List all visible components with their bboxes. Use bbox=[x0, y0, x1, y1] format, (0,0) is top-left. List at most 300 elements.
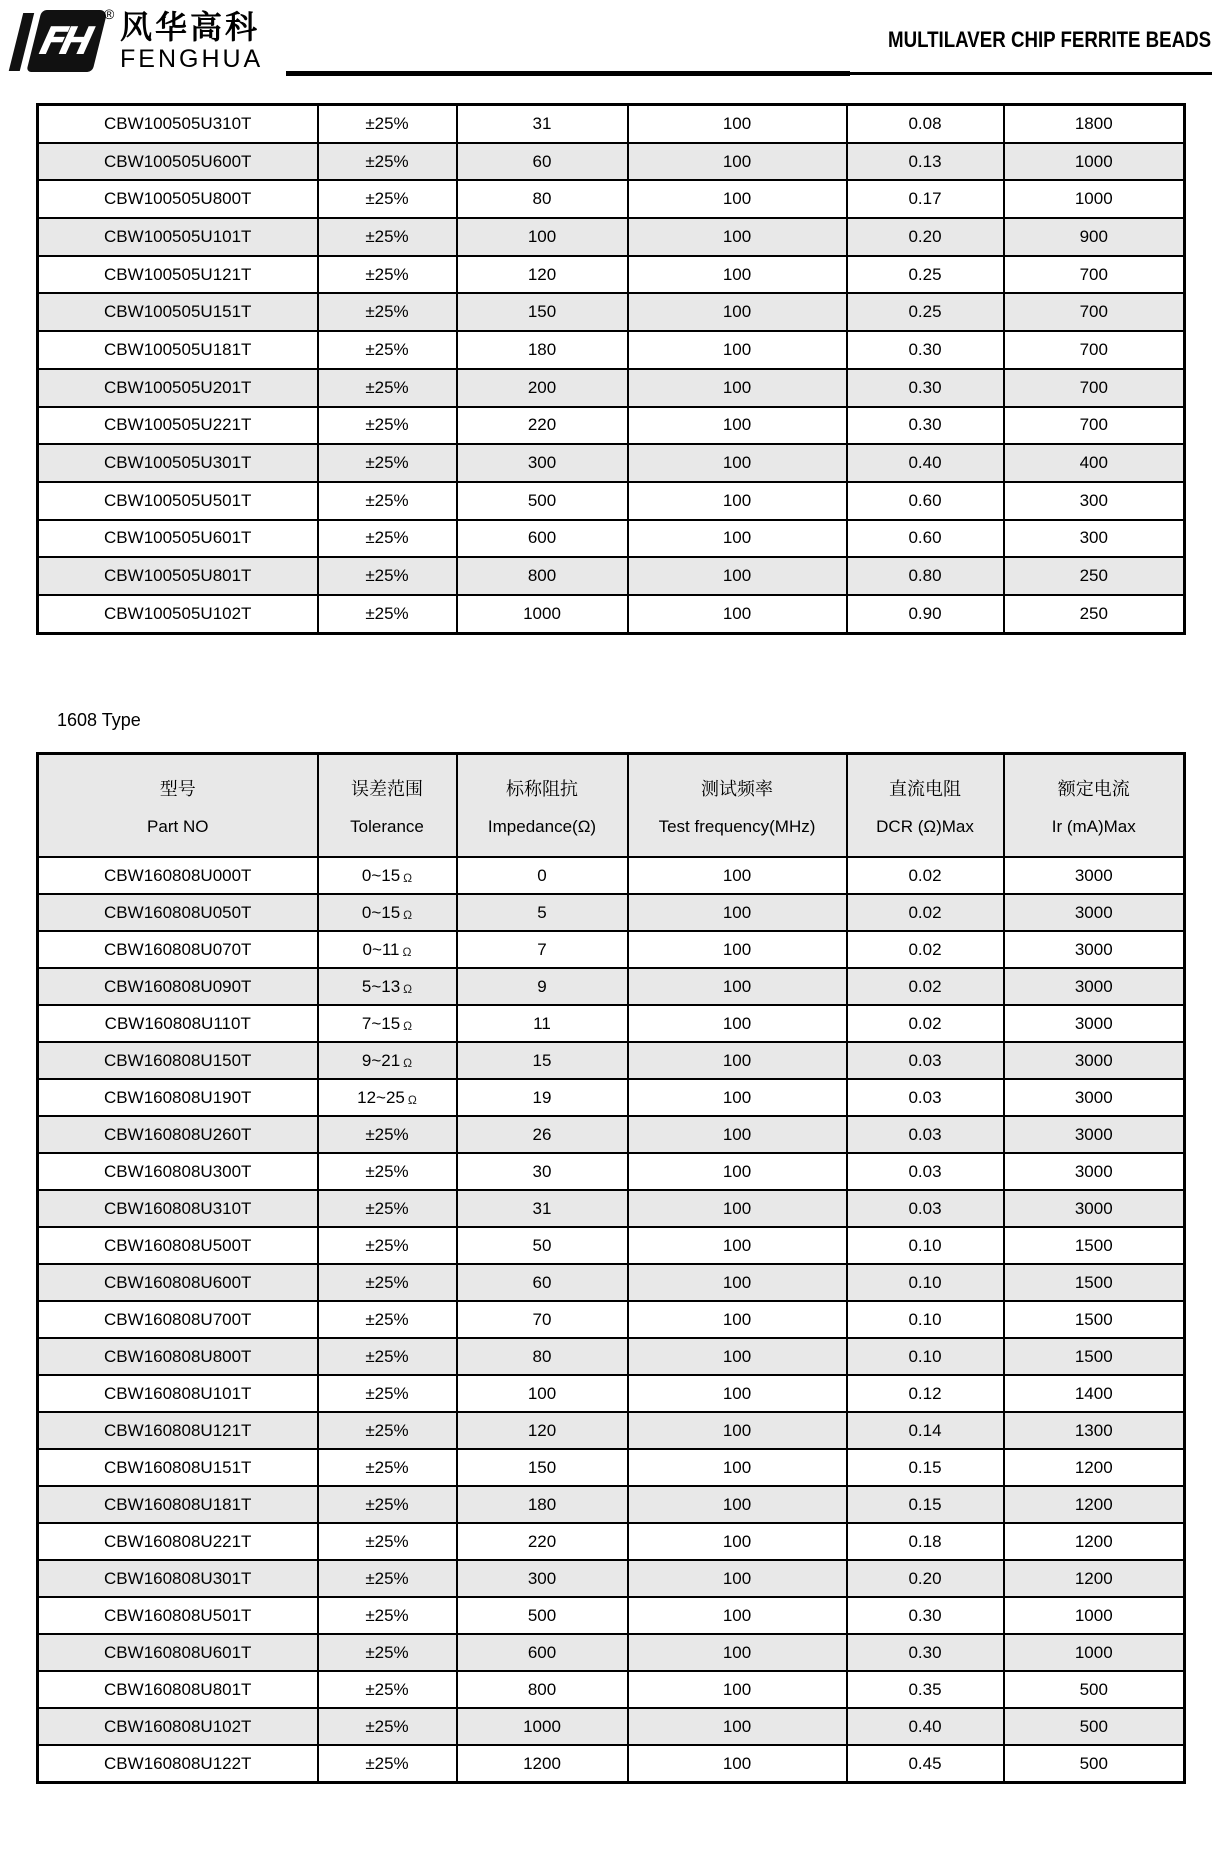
rated-current-cell: 3000 bbox=[1004, 857, 1185, 894]
tolerance-cell: ±25% bbox=[318, 1153, 457, 1190]
rated-current-cell: 300 bbox=[1004, 482, 1185, 520]
logo-mark-letters: FH bbox=[35, 19, 93, 63]
dcr-cell: 0.30 bbox=[847, 1597, 1004, 1634]
frequency-cell: 100 bbox=[628, 595, 847, 633]
frequency-cell: 100 bbox=[628, 1597, 847, 1634]
part-no-cell: CBW160808U800T bbox=[38, 1338, 318, 1375]
impedance-cell: 15 bbox=[457, 1042, 628, 1079]
frequency-cell: 100 bbox=[628, 968, 847, 1005]
rated-current-cell: 3000 bbox=[1004, 968, 1185, 1005]
part-no-cell: CBW100505U800T bbox=[38, 180, 318, 218]
rated-current-cell: 1800 bbox=[1004, 105, 1185, 143]
column-header-4 bbox=[847, 754, 1004, 858]
frequency-cell: 100 bbox=[628, 180, 847, 218]
frequency-cell: 100 bbox=[628, 482, 847, 520]
dcr-cell: 0.02 bbox=[847, 857, 1004, 894]
table-row bbox=[38, 1634, 1185, 1671]
tolerance-cell: ±25% bbox=[318, 369, 457, 407]
dcr-cell: 0.17 bbox=[847, 180, 1004, 218]
part-no-cell: CBW160808U300T bbox=[38, 1153, 318, 1190]
column-header-en: Part NO bbox=[147, 816, 209, 836]
part-no-cell: CBW160808U110T bbox=[38, 1005, 318, 1042]
column-header-5 bbox=[1004, 754, 1185, 858]
frequency-cell: 100 bbox=[628, 1412, 847, 1449]
frequency-cell: 100 bbox=[628, 1227, 847, 1264]
rated-current-cell: 1000 bbox=[1004, 1597, 1185, 1634]
header-rule-thin bbox=[850, 72, 1212, 75]
dcr-cell: 0.90 bbox=[847, 595, 1004, 633]
table-row bbox=[38, 256, 1185, 294]
rated-current-cell: 250 bbox=[1004, 595, 1185, 633]
column-header-cn: 测试频率 bbox=[701, 778, 773, 799]
dcr-cell: 0.12 bbox=[847, 1375, 1004, 1412]
tolerance-cell: ±25% bbox=[318, 1227, 457, 1264]
ohm-unit: Ω bbox=[403, 1055, 413, 1070]
tolerance-cell: ±25% bbox=[318, 595, 457, 633]
tolerance-cell: 12~25 Ω bbox=[318, 1079, 457, 1116]
impedance-cell: 7 bbox=[457, 931, 628, 968]
impedance-cell: 220 bbox=[457, 1523, 628, 1560]
tolerance-cell: 0~11 Ω bbox=[318, 931, 457, 968]
frequency-cell: 100 bbox=[628, 557, 847, 595]
tolerance-cell: ±25% bbox=[318, 1375, 457, 1412]
section-label-1608-type: 1608 Type bbox=[57, 710, 141, 730]
dcr-cell: 0.15 bbox=[847, 1449, 1004, 1486]
tolerance-cell: ±25% bbox=[318, 1301, 457, 1338]
tolerance-cell: ±25% bbox=[318, 1745, 457, 1783]
dcr-cell: 0.03 bbox=[847, 1190, 1004, 1227]
frequency-cell: 100 bbox=[628, 1153, 847, 1190]
column-header-cn: 型号 bbox=[159, 778, 196, 799]
column-header-en: DCR (Ω)Max bbox=[876, 816, 974, 836]
table-row bbox=[38, 444, 1185, 482]
ohm-unit: Ω bbox=[402, 944, 412, 959]
tolerance-cell: ±25% bbox=[318, 143, 457, 181]
part-no-cell: CBW100505U201T bbox=[38, 369, 318, 407]
part-no-cell: CBW160808U221T bbox=[38, 1523, 318, 1560]
rated-current-cell: 1500 bbox=[1004, 1301, 1185, 1338]
rated-current-cell: 500 bbox=[1004, 1708, 1185, 1745]
tolerance-cell: ±25% bbox=[318, 557, 457, 595]
tolerance-cell: ±25% bbox=[318, 1560, 457, 1597]
table-row bbox=[38, 1190, 1185, 1227]
tolerance-cell: 5~13 Ω bbox=[318, 968, 457, 1005]
tolerance-cell: ±25% bbox=[318, 1671, 457, 1708]
rated-current-cell: 700 bbox=[1004, 331, 1185, 369]
impedance-cell: 60 bbox=[457, 1264, 628, 1301]
rated-current-cell: 250 bbox=[1004, 557, 1185, 595]
table-row bbox=[38, 968, 1185, 1005]
header-rule-thick bbox=[286, 71, 850, 76]
part-no-cell: CBW160808U181T bbox=[38, 1486, 318, 1523]
dcr-cell: 0.30 bbox=[847, 407, 1004, 445]
column-header-en: Ir (mA)Max bbox=[1051, 816, 1136, 836]
impedance-cell: 50 bbox=[457, 1227, 628, 1264]
impedance-cell: 500 bbox=[457, 482, 628, 520]
part-no-cell: CBW160808U070T bbox=[38, 931, 318, 968]
rated-current-cell: 3000 bbox=[1004, 1042, 1185, 1079]
part-no-cell: CBW160808U301T bbox=[38, 1560, 318, 1597]
column-header-0 bbox=[38, 754, 318, 858]
tolerance-cell: 7~15 Ω bbox=[318, 1005, 457, 1042]
frequency-cell: 100 bbox=[628, 1116, 847, 1153]
dcr-cell: 0.40 bbox=[847, 1708, 1004, 1745]
dcr-cell: 0.15 bbox=[847, 1486, 1004, 1523]
impedance-cell: 220 bbox=[457, 407, 628, 445]
tolerance-cell: ±25% bbox=[318, 444, 457, 482]
impedance-cell: 31 bbox=[457, 105, 628, 143]
part-no-cell: CBW160808U050T bbox=[38, 894, 318, 931]
table-row bbox=[38, 143, 1185, 181]
part-no-cell: CBW160808U150T bbox=[38, 1042, 318, 1079]
rated-current-cell: 3000 bbox=[1004, 1190, 1185, 1227]
frequency-cell: 100 bbox=[628, 1486, 847, 1523]
dcr-cell: 0.13 bbox=[847, 143, 1004, 181]
frequency-cell: 100 bbox=[628, 256, 847, 294]
dcr-cell: 0.14 bbox=[847, 1412, 1004, 1449]
tolerance-cell: ±25% bbox=[318, 1190, 457, 1227]
table-row bbox=[38, 1671, 1185, 1708]
frequency-cell: 100 bbox=[628, 1079, 847, 1116]
part-no-cell: CBW100505U310T bbox=[38, 105, 318, 143]
column-header-cn: 误差范围 bbox=[351, 778, 423, 799]
tolerance-cell: ±25% bbox=[318, 331, 457, 369]
dcr-cell: 0.08 bbox=[847, 105, 1004, 143]
part-no-cell: CBW160808U501T bbox=[38, 1597, 318, 1634]
dcr-cell: 0.35 bbox=[847, 1671, 1004, 1708]
dcr-cell: 0.18 bbox=[847, 1523, 1004, 1560]
dcr-cell: 0.30 bbox=[847, 331, 1004, 369]
part-no-cell: CBW100505U221T bbox=[38, 407, 318, 445]
impedance-cell: 9 bbox=[457, 968, 628, 1005]
impedance-cell: 1000 bbox=[457, 1708, 628, 1745]
tolerance-cell: ±25% bbox=[318, 105, 457, 143]
ohm-unit: Ω bbox=[403, 907, 413, 922]
part-no-cell: CBW160808U102T bbox=[38, 1708, 318, 1745]
part-no-cell: CBW160808U151T bbox=[38, 1449, 318, 1486]
rated-current-cell: 700 bbox=[1004, 293, 1185, 331]
rated-current-cell: 1500 bbox=[1004, 1264, 1185, 1301]
column-header-cn: 额定电流 bbox=[1057, 778, 1130, 799]
rated-current-cell: 700 bbox=[1004, 407, 1185, 445]
tolerance-cell: ±25% bbox=[318, 1634, 457, 1671]
table-row bbox=[38, 331, 1185, 369]
part-no-cell: CBW100505U181T bbox=[38, 331, 318, 369]
table-row bbox=[38, 1227, 1185, 1264]
column-header-2 bbox=[457, 754, 628, 858]
page-title: MULTILAVER CHIP FERRITE BEADS bbox=[887, 27, 1211, 52]
part-no-cell: CBW100505U121T bbox=[38, 256, 318, 294]
brand-name-english: FENGHUA bbox=[120, 45, 264, 73]
tolerance-cell: ±25% bbox=[318, 218, 457, 256]
part-no-cell: CBW160808U500T bbox=[38, 1227, 318, 1264]
table-row bbox=[38, 1708, 1185, 1745]
part-no-cell: CBW160808U000T bbox=[38, 857, 318, 894]
frequency-cell: 100 bbox=[628, 1560, 847, 1597]
impedance-cell: 26 bbox=[457, 1116, 628, 1153]
frequency-cell: 100 bbox=[628, 369, 847, 407]
impedance-cell: 300 bbox=[457, 1560, 628, 1597]
frequency-cell: 100 bbox=[628, 1634, 847, 1671]
table-row bbox=[38, 1264, 1185, 1301]
tolerance-cell: 0~15 Ω bbox=[318, 894, 457, 931]
tolerance-cell: ±25% bbox=[318, 1338, 457, 1375]
impedance-cell: 300 bbox=[457, 444, 628, 482]
frequency-cell: 100 bbox=[628, 857, 847, 894]
dcr-cell: 0.03 bbox=[847, 1116, 1004, 1153]
frequency-cell: 100 bbox=[628, 1745, 847, 1783]
frequency-cell: 100 bbox=[628, 1708, 847, 1745]
tolerance-cell: 9~21 Ω bbox=[318, 1042, 457, 1079]
dcr-cell: 0.25 bbox=[847, 293, 1004, 331]
table-row bbox=[38, 1449, 1185, 1486]
brand-name-chinese: 风华高科 bbox=[120, 9, 261, 45]
ohm-unit: Ω bbox=[403, 1018, 413, 1033]
tolerance-cell: 0~15 Ω bbox=[318, 857, 457, 894]
tolerance-cell: ±25% bbox=[318, 482, 457, 520]
dcr-cell: 0.10 bbox=[847, 1301, 1004, 1338]
column-header-1 bbox=[318, 754, 457, 858]
column-header-3 bbox=[628, 754, 847, 858]
table-row bbox=[38, 1486, 1185, 1523]
dcr-cell: 0.02 bbox=[847, 894, 1004, 931]
dcr-cell: 0.20 bbox=[847, 218, 1004, 256]
part-no-cell: CBW160808U101T bbox=[38, 1375, 318, 1412]
frequency-cell: 100 bbox=[628, 1338, 847, 1375]
impedance-cell: 70 bbox=[457, 1301, 628, 1338]
tolerance-cell: ±25% bbox=[318, 256, 457, 294]
impedance-cell: 60 bbox=[457, 143, 628, 181]
rated-current-cell: 1200 bbox=[1004, 1449, 1185, 1486]
frequency-cell: 100 bbox=[628, 105, 847, 143]
table-row bbox=[38, 1301, 1185, 1338]
impedance-cell: 100 bbox=[457, 1375, 628, 1412]
rated-current-cell: 1400 bbox=[1004, 1375, 1185, 1412]
dcr-cell: 0.45 bbox=[847, 1745, 1004, 1783]
part-no-cell: CBW160808U122T bbox=[38, 1745, 318, 1783]
table-row bbox=[38, 1375, 1185, 1412]
column-header-en: Impedance(Ω) bbox=[487, 816, 597, 836]
tolerance-cell: ±25% bbox=[318, 1264, 457, 1301]
table-row bbox=[38, 1116, 1185, 1153]
tolerance-cell: ±25% bbox=[318, 1523, 457, 1560]
impedance-cell: 1200 bbox=[457, 1745, 628, 1783]
table-row bbox=[38, 1745, 1185, 1783]
table-row bbox=[38, 218, 1185, 256]
frequency-cell: 100 bbox=[628, 1190, 847, 1227]
table-row bbox=[38, 105, 1185, 143]
part-no-cell: CBW160808U601T bbox=[38, 1634, 318, 1671]
part-no-cell: CBW100505U600T bbox=[38, 143, 318, 181]
dcr-cell: 0.40 bbox=[847, 444, 1004, 482]
impedance-cell: 11 bbox=[457, 1005, 628, 1042]
impedance-cell: 30 bbox=[457, 1153, 628, 1190]
rated-current-cell: 1500 bbox=[1004, 1338, 1185, 1375]
part-no-cell: CBW100505U501T bbox=[38, 482, 318, 520]
impedance-cell: 800 bbox=[457, 1671, 628, 1708]
table-row bbox=[38, 931, 1185, 968]
impedance-cell: 120 bbox=[457, 1412, 628, 1449]
impedance-cell: 600 bbox=[457, 1634, 628, 1671]
impedance-cell: 0 bbox=[457, 857, 628, 894]
rated-current-cell: 1200 bbox=[1004, 1486, 1185, 1523]
frequency-cell: 100 bbox=[628, 1042, 847, 1079]
part-no-cell: CBW100505U102T bbox=[38, 595, 318, 633]
rated-current-cell: 3000 bbox=[1004, 894, 1185, 931]
part-no-cell: CBW160808U090T bbox=[38, 968, 318, 1005]
frequency-cell: 100 bbox=[628, 444, 847, 482]
table-header-row bbox=[38, 754, 1185, 858]
table-row bbox=[38, 1523, 1185, 1560]
table-row bbox=[38, 894, 1185, 931]
frequency-cell: 100 bbox=[628, 143, 847, 181]
impedance-cell: 800 bbox=[457, 557, 628, 595]
rated-current-cell: 1200 bbox=[1004, 1560, 1185, 1597]
table-row bbox=[38, 557, 1185, 595]
part-no-cell: CBW100505U101T bbox=[38, 218, 318, 256]
rated-current-cell: 3000 bbox=[1004, 1116, 1185, 1153]
rated-current-cell: 1000 bbox=[1004, 180, 1185, 218]
table-row bbox=[38, 1338, 1185, 1375]
table-row bbox=[38, 1412, 1185, 1449]
rated-current-cell: 3000 bbox=[1004, 931, 1185, 968]
dcr-cell: 0.60 bbox=[847, 520, 1004, 558]
column-header-en: Test frequency(MHz) bbox=[658, 816, 816, 836]
dcr-cell: 0.10 bbox=[847, 1264, 1004, 1301]
rated-current-cell: 1500 bbox=[1004, 1227, 1185, 1264]
tolerance-cell: ±25% bbox=[318, 1708, 457, 1745]
dcr-cell: 0.25 bbox=[847, 256, 1004, 294]
tolerance-cell: ±25% bbox=[318, 407, 457, 445]
impedance-cell: 500 bbox=[457, 1597, 628, 1634]
impedance-cell: 150 bbox=[457, 1449, 628, 1486]
impedance-cell: 600 bbox=[457, 520, 628, 558]
dcr-cell: 0.02 bbox=[847, 968, 1004, 1005]
ohm-unit: Ω bbox=[407, 1092, 417, 1107]
table-row bbox=[38, 595, 1185, 633]
table-row bbox=[38, 407, 1185, 445]
part-no-cell: CBW160808U801T bbox=[38, 1671, 318, 1708]
tolerance-cell: ±25% bbox=[318, 1486, 457, 1523]
rated-current-cell: 1000 bbox=[1004, 1634, 1185, 1671]
frequency-cell: 100 bbox=[628, 894, 847, 931]
rated-current-cell: 500 bbox=[1004, 1671, 1185, 1708]
rated-current-cell: 700 bbox=[1004, 256, 1185, 294]
impedance-cell: 180 bbox=[457, 331, 628, 369]
impedance-cell: 19 bbox=[457, 1079, 628, 1116]
tolerance-cell: ±25% bbox=[318, 293, 457, 331]
impedance-cell: 31 bbox=[457, 1190, 628, 1227]
dcr-cell: 0.10 bbox=[847, 1338, 1004, 1375]
tolerance-cell: ±25% bbox=[318, 180, 457, 218]
part-no-cell: CBW160808U260T bbox=[38, 1116, 318, 1153]
tolerance-cell: ±25% bbox=[318, 1412, 457, 1449]
dcr-cell: 0.30 bbox=[847, 1634, 1004, 1671]
impedance-cell: 100 bbox=[457, 218, 628, 256]
rated-current-cell: 300 bbox=[1004, 520, 1185, 558]
dcr-cell: 0.02 bbox=[847, 931, 1004, 968]
rated-current-cell: 700 bbox=[1004, 369, 1185, 407]
rated-current-cell: 1300 bbox=[1004, 1412, 1185, 1449]
rated-current-cell: 3000 bbox=[1004, 1005, 1185, 1042]
dcr-cell: 0.30 bbox=[847, 369, 1004, 407]
ohm-unit: Ω bbox=[403, 870, 413, 885]
rated-current-cell: 3000 bbox=[1004, 1153, 1185, 1190]
frequency-cell: 100 bbox=[628, 331, 847, 369]
frequency-cell: 100 bbox=[628, 1264, 847, 1301]
dcr-cell: 0.03 bbox=[847, 1079, 1004, 1116]
part-no-cell: CBW100505U151T bbox=[38, 293, 318, 331]
tolerance-cell: ±25% bbox=[318, 1597, 457, 1634]
rated-current-cell: 3000 bbox=[1004, 1079, 1185, 1116]
dcr-cell: 0.60 bbox=[847, 482, 1004, 520]
table-row bbox=[38, 1597, 1185, 1634]
frequency-cell: 100 bbox=[628, 293, 847, 331]
rated-current-cell: 1000 bbox=[1004, 143, 1185, 181]
tolerance-cell: ±25% bbox=[318, 1116, 457, 1153]
part-no-cell: CBW100505U301T bbox=[38, 444, 318, 482]
impedance-cell: 180 bbox=[457, 1486, 628, 1523]
table-row bbox=[38, 1560, 1185, 1597]
impedance-cell: 1000 bbox=[457, 595, 628, 633]
table-cbw100505 bbox=[36, 103, 1186, 635]
table-row bbox=[38, 857, 1185, 894]
part-no-cell: CBW160808U310T bbox=[38, 1190, 318, 1227]
frequency-cell: 100 bbox=[628, 1301, 847, 1338]
dcr-cell: 0.03 bbox=[847, 1042, 1004, 1079]
registered-trademark-symbol: ® bbox=[104, 6, 115, 22]
tolerance-cell: ±25% bbox=[318, 520, 457, 558]
impedance-cell: 80 bbox=[457, 1338, 628, 1375]
fenghua-logo-icon bbox=[26, 10, 107, 72]
table-row bbox=[38, 520, 1185, 558]
part-no-cell: CBW160808U121T bbox=[38, 1412, 318, 1449]
frequency-cell: 100 bbox=[628, 1005, 847, 1042]
table-row bbox=[38, 1153, 1185, 1190]
rated-current-cell: 1200 bbox=[1004, 1523, 1185, 1560]
impedance-cell: 150 bbox=[457, 293, 628, 331]
dcr-cell: 0.02 bbox=[847, 1005, 1004, 1042]
frequency-cell: 100 bbox=[628, 1375, 847, 1412]
impedance-cell: 200 bbox=[457, 369, 628, 407]
table-row bbox=[38, 1042, 1185, 1079]
frequency-cell: 100 bbox=[628, 218, 847, 256]
table-row bbox=[38, 1079, 1185, 1116]
impedance-cell: 80 bbox=[457, 180, 628, 218]
table-row bbox=[38, 1005, 1185, 1042]
part-no-cell: CBW160808U600T bbox=[38, 1264, 318, 1301]
table-row bbox=[38, 293, 1185, 331]
table-row bbox=[38, 482, 1185, 520]
table-row bbox=[38, 369, 1185, 407]
part-no-cell: CBW160808U190T bbox=[38, 1079, 318, 1116]
impedance-cell: 120 bbox=[457, 256, 628, 294]
rated-current-cell: 400 bbox=[1004, 444, 1185, 482]
rated-current-cell: 900 bbox=[1004, 218, 1185, 256]
column-header-cn: 标称阻抗 bbox=[506, 778, 578, 799]
frequency-cell: 100 bbox=[628, 1523, 847, 1560]
frequency-cell: 100 bbox=[628, 407, 847, 445]
column-header-en: Tolerance bbox=[350, 816, 424, 836]
column-header-cn: 直流电阻 bbox=[889, 778, 961, 799]
table-cbw160808 bbox=[36, 752, 1186, 1784]
frequency-cell: 100 bbox=[628, 931, 847, 968]
dcr-cell: 0.10 bbox=[847, 1227, 1004, 1264]
ohm-unit: Ω bbox=[403, 981, 413, 996]
tolerance-cell: ±25% bbox=[318, 1449, 457, 1486]
part-no-cell: CBW100505U801T bbox=[38, 557, 318, 595]
impedance-cell: 5 bbox=[457, 894, 628, 931]
